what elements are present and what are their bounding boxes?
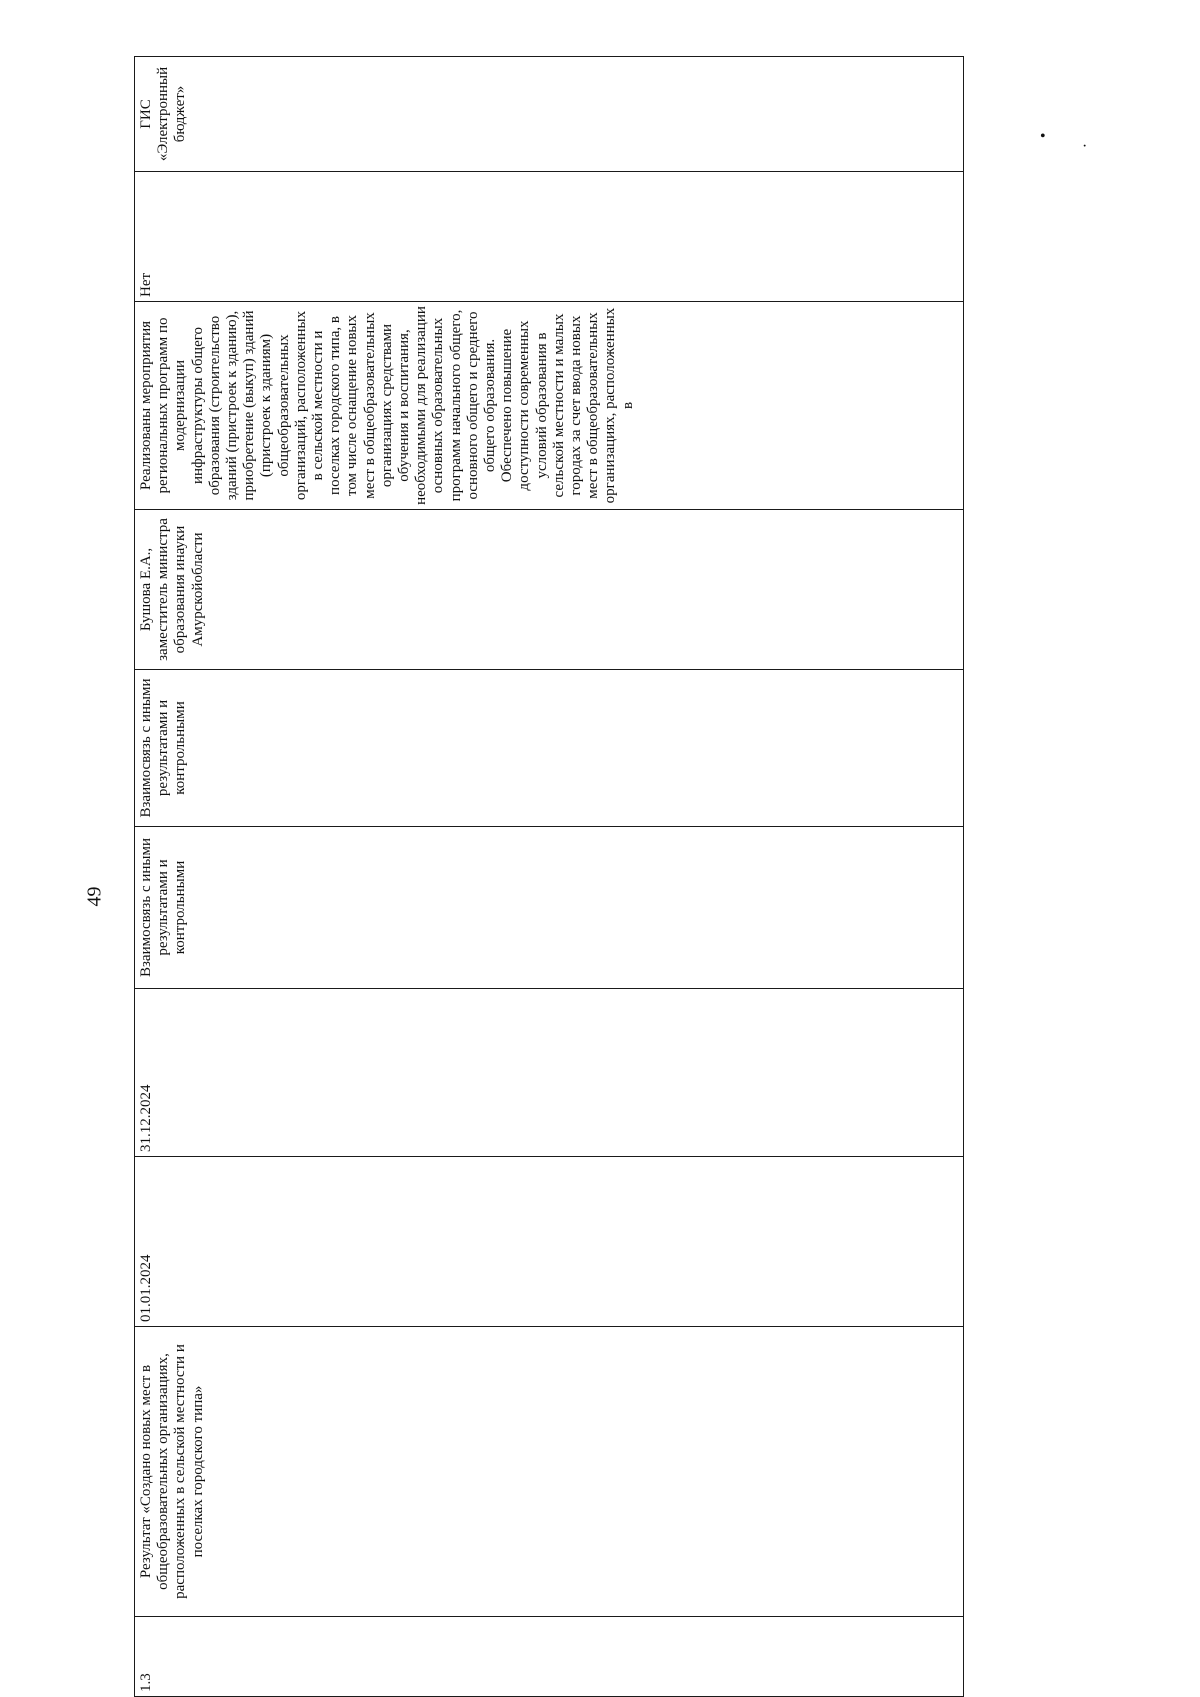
relation-cell-1: Взаимосвязь с иными результатами и контрольными xyxy=(135,827,964,989)
description-cell: Реализованы мероприятия региональных программ по модернизации инфраструктуры общего образования (строительство зданий (пристроек к зданию), приобретение (выкуп) зданий (пристроек к зданиям) общеобразовательных организаций, расположенных в сельской местности и поселках городского типа, в том числе оснащение новых мест в общеобразовательных организациях средствами обучения и воспитания, необходимыми для реализации основных образовательных программ начального общего, основного общего и среднего общего образования. Обеспечено повышение доступности современных условий образования в сельской местности и малых городах за счет ввода новых мест в общеобразовательных организациях, расположенных в xyxy=(135,302,964,510)
page-number: 49 xyxy=(83,886,106,907)
result-cell: Результат «Создано новых мест в общеобразовательных организациях, расположенных в сельской местности и поселках городского типа» xyxy=(135,1327,964,1617)
table-row xyxy=(135,57,964,1697)
start-date-cell: 01.01.2024 xyxy=(135,1157,964,1327)
system-cell: ГИС «Электронный бюджет» xyxy=(135,57,964,172)
flag-cell: Нет xyxy=(135,172,964,302)
stray-mark: • xyxy=(1040,128,1046,145)
end-date-cell: 31.12.2024 xyxy=(135,989,964,1157)
rotated-table-wrapper xyxy=(134,57,964,1697)
stray-mark: · xyxy=(1082,138,1088,155)
plan-table xyxy=(134,56,964,1697)
relation-cell-2: Взаимосвязь с иными результатами и контрольными xyxy=(135,670,964,827)
responsible-cell: Бушова Е.А., заместитель министра образования инауки Амурскойобласти xyxy=(135,510,964,670)
document-page xyxy=(134,57,964,1697)
row-number-cell: 1.3 xyxy=(135,1617,964,1697)
